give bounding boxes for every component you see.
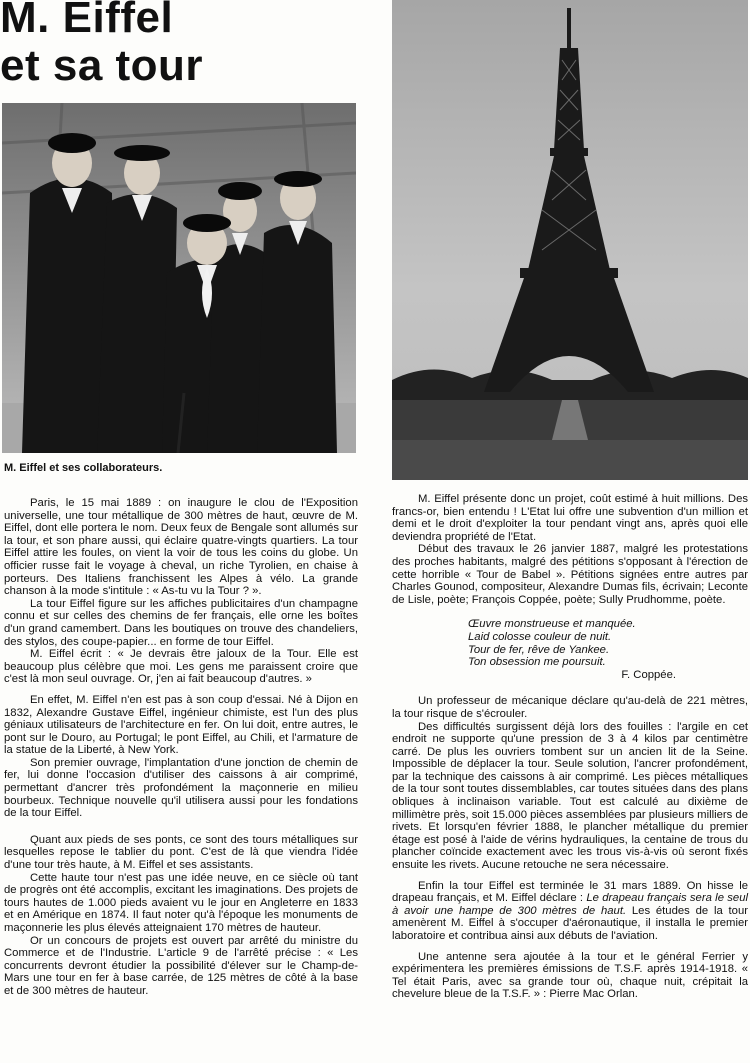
photo-caption: M. Eiffel et ses collaborateurs. (4, 462, 163, 474)
paragraph: La tour Eiffel figure sur les affiches publicitaires d'un champagne connu et sur celles des chemins de fer français, elle orne les boîtes d'un grand camembert. Dans les boutiques on trouve des chandeliers, des stylos, des coupe-papier... en forme de tour Eiffel. (4, 597, 358, 648)
paragraph: Début des travaux le 26 janvier 1887, malgré les protestations des proches habitants, malgré des pétitions s'opposant à l'érection de cette horrible « Tour de Babel ». Pétitions signées entre autres par Charles Gounod, compositeur, Alexandre Dumas fils, écrivain; Leconte de Lisle, poète; François Coppée, poète; Sully Prudhomme, poète. (392, 543, 748, 606)
poem-line: Tour de fer, rêve de Yankee. (468, 643, 610, 656)
paragraph: M. Eiffel présente donc un projet, coût estimé à huit millions. Des francs-or, bien entendu ! L'Etat lui offre une subvention d'un million et demi et le droit d'exploiter la tour pendant vingt ans, après quoi elle deviendra propriété de l'Etat. (392, 493, 748, 543)
eiffel-quote: Le drapeau français sera le seul à avoir une hampe de 300 mètres de haut. (392, 892, 749, 917)
article-column-right (392, 493, 748, 1001)
poem-line: Œuvre monstrueuse et manquée. (468, 618, 636, 631)
paragraph: Cette haute tour n'est pas une idée neuve, en ce siècle où tant de progrès ont été accomplis, excitant les imaginations. Des projets de tours hautes de 1.000 pieds avaient vu le jour en Angleterre en 1833 et en Amérique en 1874. Il faut noter qu'à l'époque les monuments de maçonnerie les plus élevés atteignaient 170 mètres de hauteur. (4, 871, 358, 934)
paragraph-text: Les études de la tour amenèrent M. Eiffel à s'occuper d'aéronautique, il installa le premier laboratoire et contribua ainsi aux débuts de l'aviation. (392, 904, 748, 942)
paragraph: En effet, M. Eiffel n'en est pas à son coup d'essai. Né à Dijon en 1832, Alexandre Gustave Eiffel, ingénieur chimiste, est l'un des plus géniaux utilisateurs de l'architecture en fer. On lui doit, entre autres, le pont sur le Douro, au Portugal; le pont Eiffel, au Chili, et l'armature de la statue de la Liberté, à New York. (4, 693, 358, 757)
group-portrait-illustration (2, 103, 356, 453)
paragraph: M. Eiffel écrit : « Je devrais être jaloux de la Tour. Elle est beaucoup plus célèbre que moi. Les gens me paraissent croire que c'est là mon seul ouvrage. Or, j'en ai fait beaucoup d'autres. » (4, 648, 358, 686)
article-column-left (4, 497, 358, 998)
paragraph: Paris, le 15 mai 1889 : on inaugure le clou de l'Exposition universelle, une tour métallique de 300 mètres de haut, œuvre de M. Eiffel, dont elle portera le nom. Deux feux de Bengale sont allumés sur la tour, et son phare aussi, qui éclaire quatre-vingts quartiers. La tour Eiffel attire les foules, on vient la voir de tous les coins du globe. Un officier russe fait le voyage à cheval, un riche Tyrolien, en chaise à porteurs. Des Italiens franchissent les Alpes à vélo. La grande chanson à la mode s'intitule : « As-tu vu la Tour ? ». (4, 497, 358, 598)
title-line-1: M. Eiffel (0, 0, 174, 42)
paragraph-text: Enfin la tour Eiffel est terminée le 31 mars 1889. On hisse le drapeau français, et M. Eiffel déclare : (392, 879, 748, 905)
poem-line: Ton obsession me poursuit. (468, 656, 606, 669)
paragraph: Son premier ouvrage, l'implantation d'une jonction de chemin de fer, lui donne l'occasion d'utiliser des caissons à air comprimé, permettant d'ancrer très profondément la maçonnerie en milieu bourbeux. Technique nouvelle qu'il utilisera aussi pour les fondations de la tour Eiffel. (4, 756, 358, 820)
paragraph: Une antenne sera ajoutée à la tour et le général Ferrier y expérimentera les premières émissions de T.S.F. après 1914-1918. « Tel était Paris, avec sa grande tour où, chaque nuit, crépitait la chevelure bleue de la T.S.F. » : Pierre Mac Orlan. (392, 950, 748, 1001)
poem-line: Laid colosse couleur de nuit. (468, 630, 612, 643)
paragraph: Quant aux pieds de ses ponts, ce sont des tours métalliques sur lesquelles repose le tablier du pont. C'est de là que viendra l'idée d'une tour très haute, à M. Eiffel et ses assistants. (4, 833, 358, 872)
paragraph: Un professeur de mécanique déclare qu'au-delà de 221 mètres, la tour risque de s'écrouler. (392, 695, 748, 720)
title-line-2: et sa tour (0, 41, 204, 90)
poem-quote (468, 618, 748, 681)
eiffel-tower-photo (392, 0, 748, 480)
paragraph: Or un concours de projets est ouvert par arrêté du ministre du Commerce et de l'Industrie. L'article 9 de l'arrêté précise : « Les concurrents devront étudier la possibilité d'élever sur le Champ-de-Mars une tour en fer à base carrée, de 125 mètres de côté à la base et de 300 mètres de hauteur. (4, 934, 358, 997)
poem-author: F. Coppée. (621, 668, 676, 681)
group-portrait-photo (2, 103, 356, 453)
paragraph: Des difficultés surgissent déjà lors des fouilles : l'argile en cet endroit ne supporte qu'une pression de 3 à 4 kilos par centimètre carré. De plus les ouvriers tombent sur un ancien lit de la Seine. Impossible de déplacer la tour. Seule solution, l'ancrer profondément, par la technique des caissons à air comprimé. Les pièces métalliques de la tour sont toutes dissemblables, car toutes situées dans des plans obliques à inclinaison variable. Tout est calculé au dixième de millimètre près, soit 15.000 pièces assemblées par plusieurs milliers de rivets. Et lorsqu'en février 1888, le plancher métallique du premier étage est posé à l'aide de vérins hydrauliques, la centaine de trous du plancher coïncide exactement avec les trous vis-à-vis où seront fixés ensuite les rivets. Aucune retouche ne sera nécessaire. (392, 720, 749, 872)
page-title (0, 0, 203, 90)
eiffel-tower-illustration (392, 0, 748, 480)
paragraph (392, 880, 748, 943)
